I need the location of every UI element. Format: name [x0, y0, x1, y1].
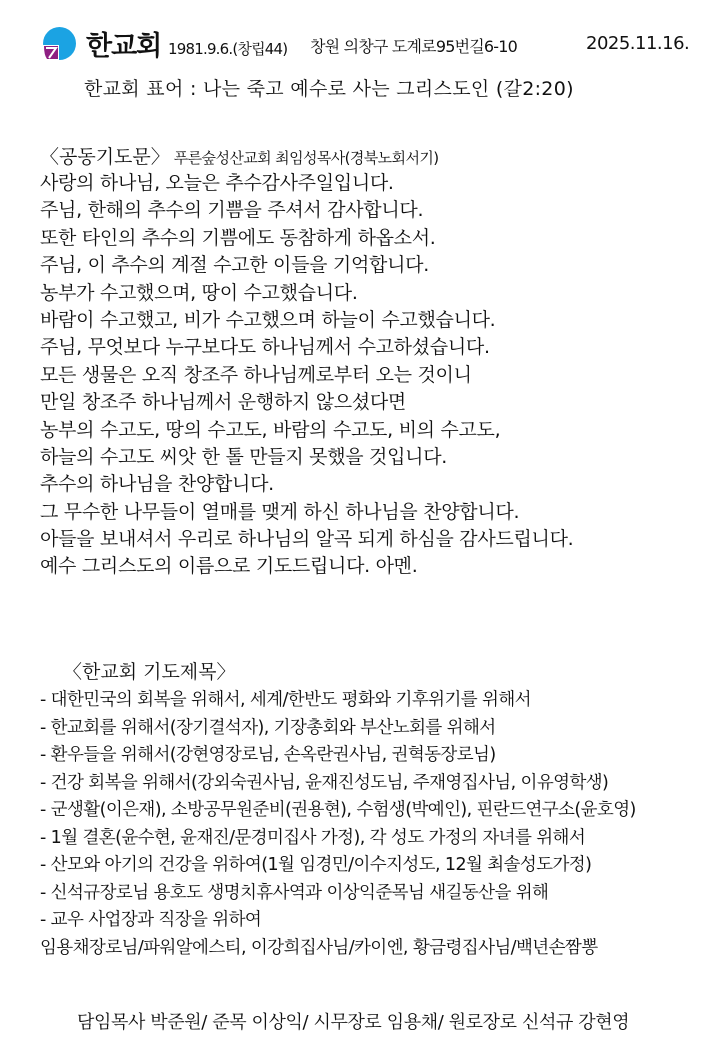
prayer-author: 푸른숲성산교회 최임성목사(경북노회서기)	[173, 149, 439, 167]
prayer-topic-item: - 대한민국의 회복을 위해서, 세계/한반도 평화와 기후위기를 위해서	[40, 690, 531, 710]
prayer-topic-item: - 한교회를 위해서(장기결석자), 기장총회와 부산노회를 위해서	[40, 717, 496, 738]
common-prayer-text	[40, 170, 573, 581]
prayer-line: 그 무수한 나무들이 열매를 맺게 하신 하나님을 찬양합니다.	[40, 500, 520, 523]
founded-date: 1981.9.6.(창립44)	[168, 40, 288, 58]
prayer-line: 사랑의 하나님, 오늘은 추수감사주일입니다.	[40, 172, 394, 194]
prayer-topic-item: - 환우들을 위해서(강현영장로님, 손옥란권사님, 권혁동장로님)	[40, 745, 496, 765]
prayer-topic-item: - 산모와 아기의 건강을 위하여(1월 임경민/이수지성도, 12월 최솔성도가정)	[40, 855, 592, 875]
prayer-topic-item: - 교우 사업장과 직장을 위하여	[40, 910, 262, 930]
prayer-line: 만일 창조주 하나님께서 운행하지 않으셨다면	[40, 391, 406, 414]
prayer-line: 아들을 보내셔서 우리로 하나님의 알곡 되게 하심을 감사드립니다.	[40, 528, 574, 551]
prayer-line: 예수 그리스도의 이름으로 기도드립니다. 아멘.	[40, 555, 418, 578]
prayer-heading	[40, 142, 438, 169]
prayer-line: 모든 생물은 오직 창조주 하나님께로부터 오는 것이니	[40, 363, 472, 386]
church-motto: 한교회 표어 : 나는 죽고 예수로 사는 그리스도인 (갈2:20)	[84, 78, 574, 100]
prayer-topic-item: - 군생활(이은재), 소방공무원준비(권용현), 수험생(박예인), 핀란드연구소(윤호영)	[40, 800, 636, 820]
prayer-line: 바람이 수고했고, 비가 수고했으며 하늘이 수고했습니다.	[40, 308, 496, 331]
prayer-topic-item: - 신석규장로님 용호도 생명치휴사역과 이상익준목님 새길동산을 위해	[40, 882, 549, 903]
prayer-line: 주님, 한해의 추수의 기쁨을 주셔서 감사합니다.	[40, 199, 424, 222]
prayer-line: 농부의 수고도, 땅의 수고도, 바람의 수고도, 비의 수고도,	[40, 418, 501, 441]
prayer-line: 하늘의 수고도 씨앗 한 톨 만들지 못했을 것입니다.	[40, 445, 447, 468]
prayer-line: 주님, 무엇보다 누구보다도 하나님께서 수고하셨습니다.	[40, 336, 490, 359]
church-name: 한교회	[86, 31, 162, 62]
prayer-topic-item: - 건강 회복을 위해서(강외숙권사님, 윤재진성도님, 주재영집사님, 이유영학생)	[40, 772, 609, 793]
prayer-topic-item: - 1월 결혼(윤수현, 윤재진/문경미집사 가정), 각 성도 가정의 자녀를 위해서	[40, 827, 586, 848]
prayer-topic-item: 임용채장로님/파워알에스티, 이강희집사님/카이엔, 황금령집사님/백년손짬뽕	[40, 937, 598, 958]
prayer-topics-heading: 〈한교회 기도제목〉	[63, 661, 236, 683]
church-address: 창원 의창구 도계로95번길6-10	[310, 37, 518, 56]
hangyohoe-logo-icon	[43, 27, 76, 60]
bulletin-date: 2025.11.16.	[586, 33, 690, 54]
bulletin-header	[0, 0, 711, 70]
prayer-line: 추수의 하나님을 찬양합니다.	[40, 473, 274, 496]
prayer-title: 〈공동기도문〉	[40, 146, 170, 168]
ministry-staff-footer: 담임목사 박준원/ 준목 이상익/ 시무장로 임용채/ 원로장로 신석규 강현영	[77, 1012, 630, 1033]
prayer-line: 농부가 수고했으며, 땅이 수고했습니다.	[40, 281, 358, 304]
prayer-line: 주님, 이 추수의 계절 수고한 이들을 기억합니다.	[40, 254, 429, 277]
prayer-topics-list	[40, 687, 636, 962]
prayer-line: 또한 타인의 추수의 기쁨에도 동참하게 하옵소서.	[40, 226, 436, 249]
